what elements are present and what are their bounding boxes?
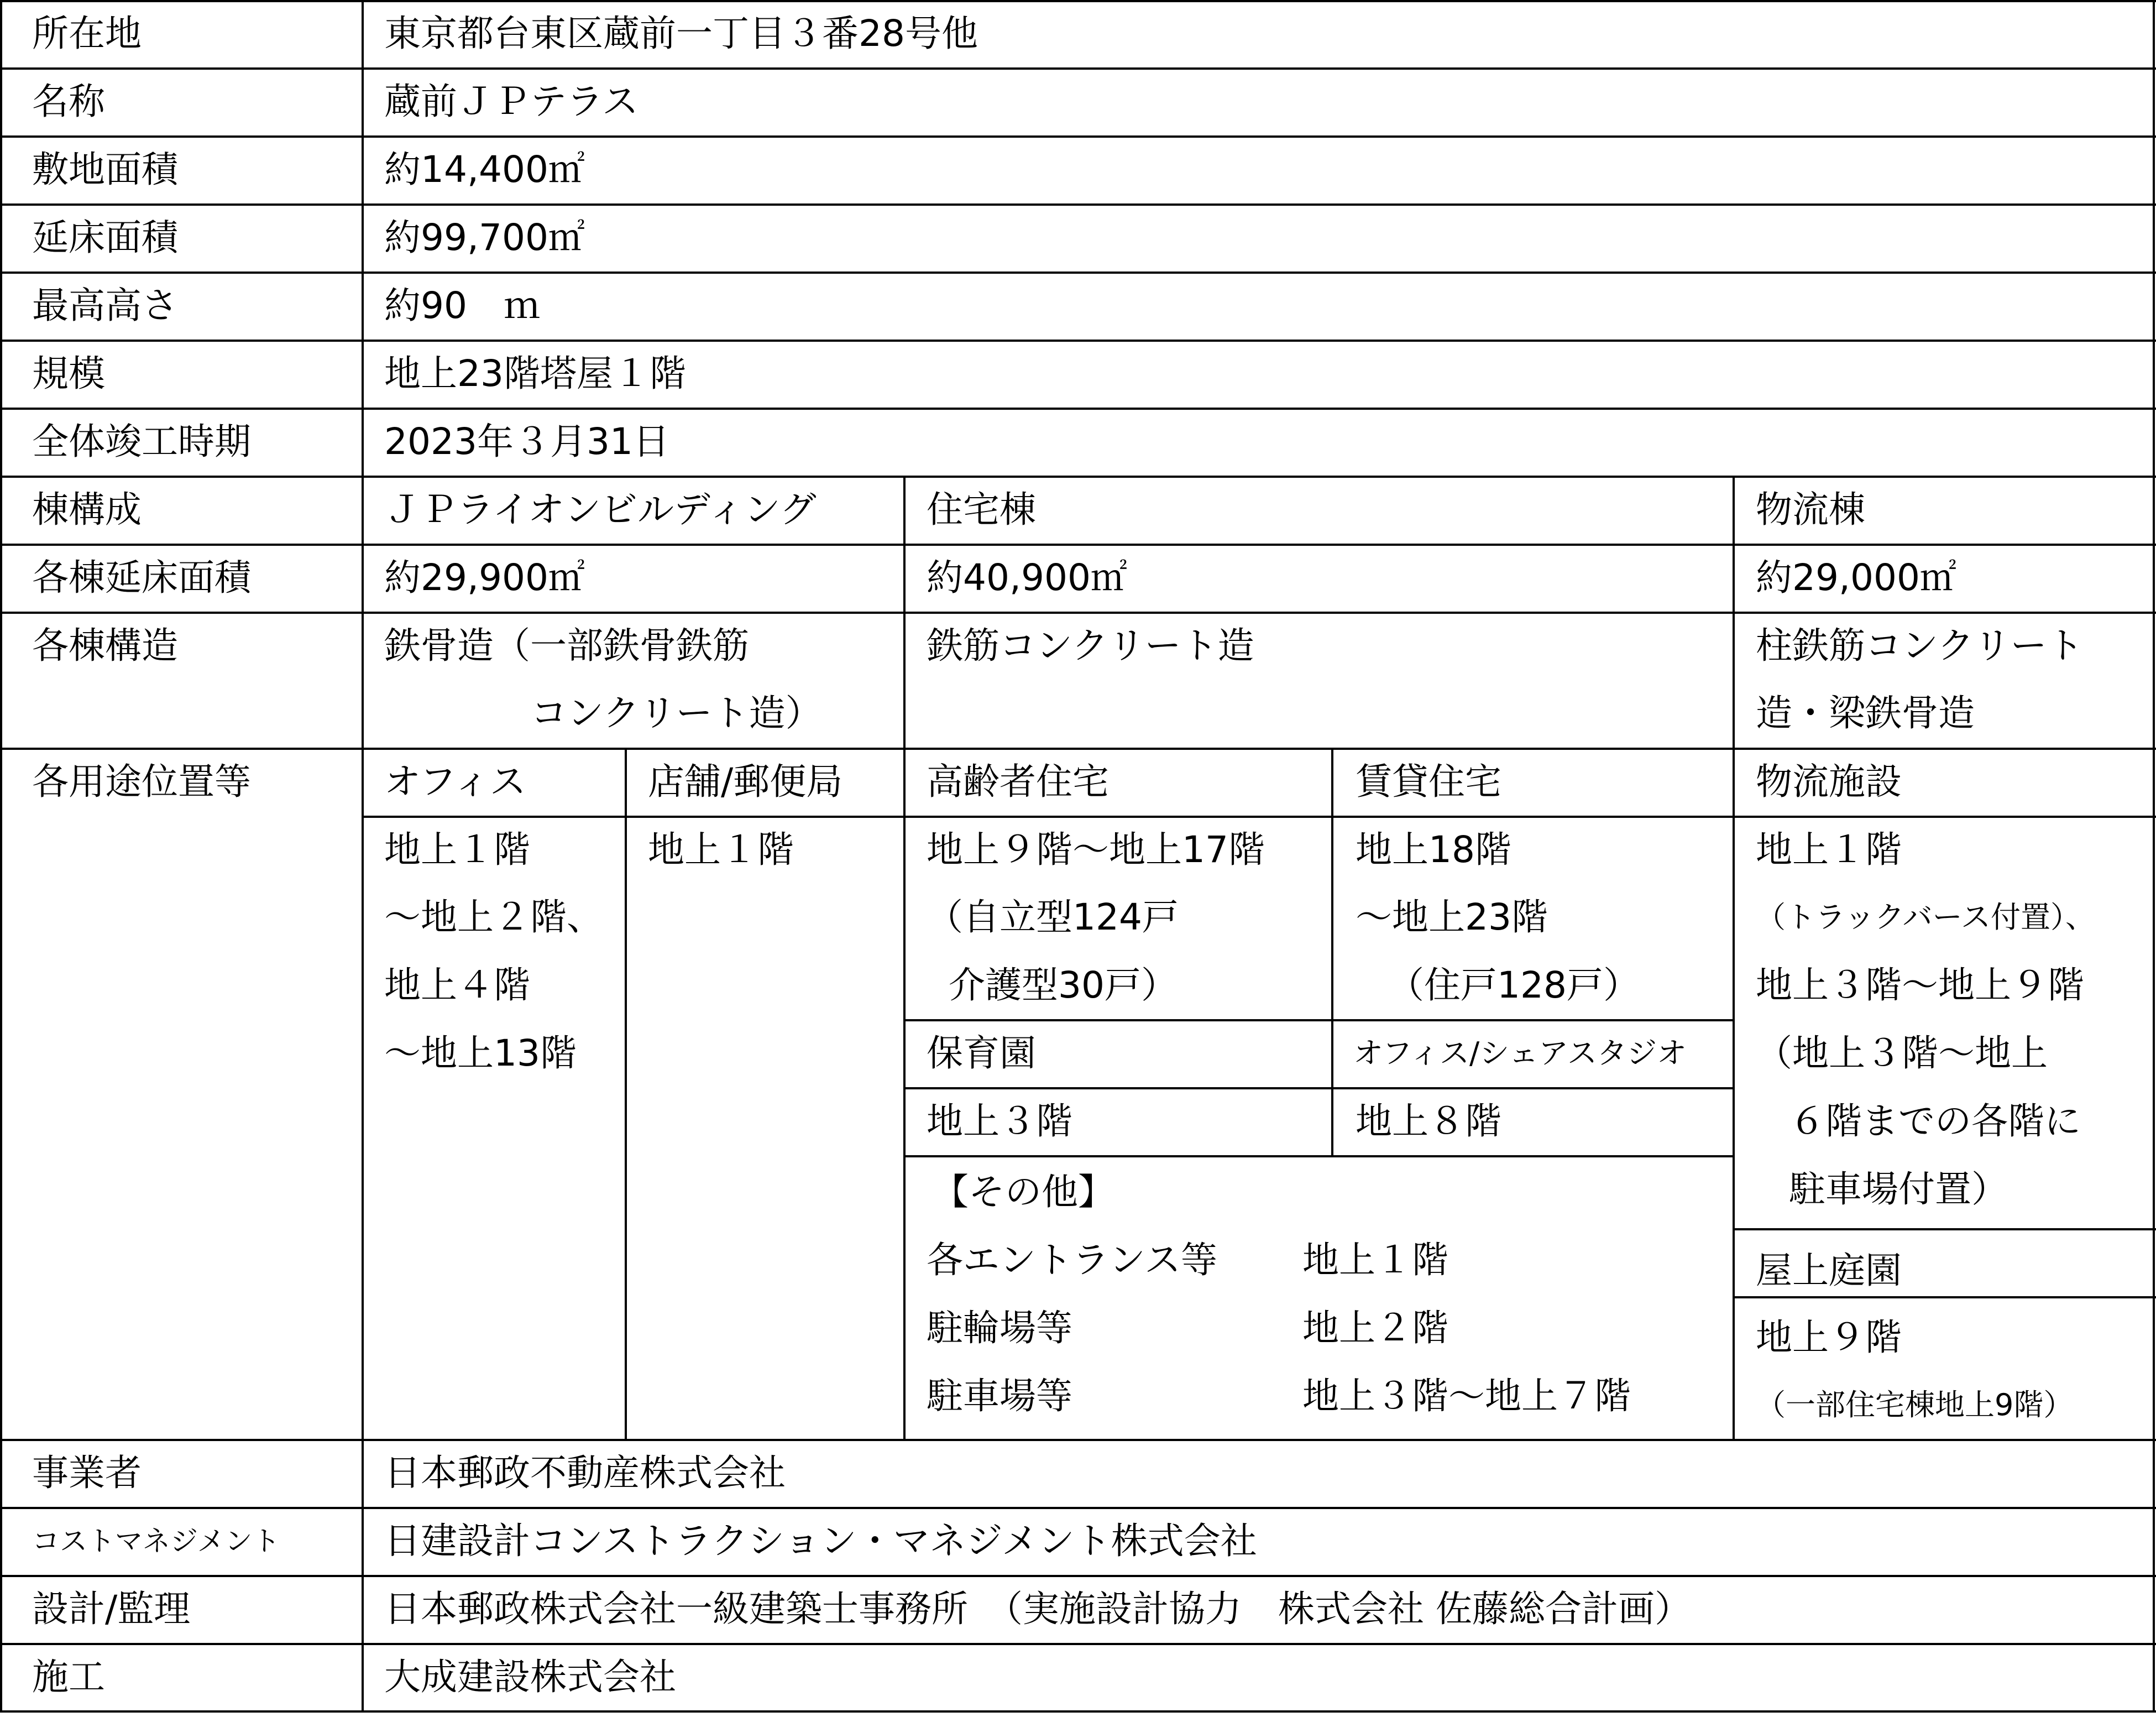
elderly-line: 地上９階～地上17階: [927, 828, 1265, 871]
logistics-line: ６階までの各階に: [1789, 1100, 2081, 1142]
office-head: オフィス: [384, 760, 526, 803]
rental-line: ～地上23階: [1356, 896, 1548, 938]
building-area-residential: 約40,900㎡: [927, 556, 1127, 599]
max-height-value: 約90 ｍ: [384, 284, 540, 327]
office-line: 地上４階: [384, 964, 530, 1006]
rooftop-head: 屋上庭園: [1756, 1249, 1902, 1292]
building-name-jp-lion: ＪＰライオンビルディング: [384, 488, 817, 531]
rooftop-line: （一部住宅棟地上9階）: [1756, 1387, 2074, 1422]
location-label: 所在地: [32, 12, 142, 55]
row-divider: [0, 408, 2156, 410]
structure-jp-lion-line1: 鉄骨造（一部鉄骨鉄筋: [384, 624, 749, 667]
construction-value: 大成建設株式会社: [384, 1656, 676, 1698]
shop-line: 地上１階: [648, 828, 794, 871]
design-value: 日本郵政株式会社一級建築士事務所 （実施設計協力 株式会社 佐藤総合計画）: [384, 1588, 1691, 1630]
cost-management-value: 日建設計コンストラクション・マネジメント株式会社: [384, 1520, 1257, 1562]
rooftop-line: 地上９階: [1756, 1316, 1902, 1359]
scale-value: 地上23階塔屋１階: [384, 352, 686, 395]
total-floor-area-label: 延床面積: [32, 216, 178, 259]
other-item-name: 駐車場等: [927, 1375, 1072, 1417]
nursery-head: 保育園: [927, 1032, 1036, 1074]
residential-divider: [904, 1155, 1734, 1157]
structure-label: 各棟構造: [32, 624, 178, 667]
other-item-floor: 地上３階～地上７階: [1302, 1375, 1631, 1417]
construction-label: 施工: [32, 1656, 105, 1698]
row-divider: [0, 1439, 2156, 1441]
rental-line: 地上18階: [1356, 828, 1511, 871]
other-item-floor: 地上１階: [1302, 1239, 1448, 1281]
building-column-divider: [1733, 476, 1735, 1439]
building-area-label: 各棟延床面積: [32, 556, 251, 599]
building-name-residential: 住宅棟: [927, 488, 1036, 531]
logistics-line: （トラックバース付置）、: [1756, 900, 2095, 935]
other-item-name: 各エントランス等: [927, 1239, 1218, 1281]
row-divider: [0, 67, 2156, 70]
structure-logistics-line1: 柱鉄筋コンクリート: [1756, 624, 2084, 667]
structure-residential: 鉄筋コンクリート造: [927, 624, 1254, 667]
building-column-divider: [903, 476, 906, 1439]
logistics-line: （地上３階～地上: [1756, 1032, 2048, 1074]
name-value: 蔵前ＪＰテラス: [384, 80, 639, 123]
office-line: 地上１階: [384, 828, 530, 871]
border-left: [0, 0, 2, 1713]
other-head: 【その他】: [932, 1171, 1114, 1213]
structure-jp-lion-line2: コンクリート造）: [531, 692, 822, 734]
nursery-floor: 地上３階: [927, 1100, 1072, 1142]
design-label: 設計/監理: [32, 1588, 191, 1630]
shop-head: 店舗/郵便局: [648, 760, 843, 803]
max-height-label: 最高高さ: [32, 284, 178, 327]
building-name-logistics: 物流棟: [1756, 488, 1865, 531]
row-divider: [0, 1643, 2156, 1645]
completion-value: 2023年３月31日: [384, 420, 669, 463]
structure-logistics-line2: 造・梁鉄骨造: [1756, 692, 1975, 734]
operator-value: 日本郵政不動産株式会社: [384, 1452, 786, 1494]
border-right: [2153, 0, 2155, 1713]
row-divider: [0, 272, 2156, 274]
row-divider: [0, 203, 2156, 206]
office-shop-divider: [625, 748, 627, 1439]
office-studio-head: オフィス/シェアスタジオ: [1353, 1036, 1687, 1071]
label-column-divider: [362, 0, 364, 1713]
building-area-logistics: 約29,000㎡: [1756, 556, 1956, 599]
border-bottom: [0, 1710, 2156, 1713]
operator-label: 事業者: [32, 1452, 142, 1494]
elderly-line: 介護型30戸）: [949, 964, 1178, 1006]
logistics-line: 地上１階: [1756, 828, 1902, 871]
logistics-line: 地上３階～地上９階: [1756, 964, 2084, 1006]
total-floor-area-value: 約99,700㎡: [384, 216, 585, 259]
scale-label: 規模: [32, 352, 105, 395]
site-area-value: 約14,400㎡: [384, 148, 585, 191]
elderly-line: （自立型124戸: [927, 896, 1179, 938]
logistics-head: 物流施設: [1756, 760, 1902, 803]
name-label: 名称: [32, 80, 105, 123]
rental-line: （住戸128戸）: [1388, 964, 1640, 1006]
cost-management-label: コストマネジメント: [32, 1525, 280, 1557]
logistics-line: 駐車場付置）: [1789, 1168, 2008, 1210]
building-area-jp-lion: 約29,900㎡: [384, 556, 585, 599]
buildings-label: 棟構成: [32, 488, 142, 531]
completion-label: 全体竣工時期: [32, 420, 251, 463]
elderly-head: 高齢者住宅: [927, 760, 1109, 803]
elderly-rental-divider: [1331, 748, 1333, 1155]
other-item-floor: 地上２階: [1302, 1307, 1448, 1349]
location-value: 東京都台東区蔵前一丁目３番28号他: [384, 12, 978, 55]
office-line: ～地上13階: [384, 1032, 577, 1074]
other-item-name: 駐輪場等: [927, 1307, 1072, 1349]
rental-head: 賃貸住宅: [1356, 760, 1501, 803]
site-area-label: 敷地面積: [32, 148, 178, 191]
uses-label: 各用途位置等: [32, 760, 251, 803]
row-divider: [0, 340, 2156, 342]
row-divider: [0, 135, 2156, 138]
office-studio-floor: 地上８階: [1356, 1100, 1501, 1142]
office-line: ～地上２階、: [384, 896, 603, 938]
border-top: [0, 0, 2156, 2]
logistics-divider: [1734, 1228, 2156, 1230]
